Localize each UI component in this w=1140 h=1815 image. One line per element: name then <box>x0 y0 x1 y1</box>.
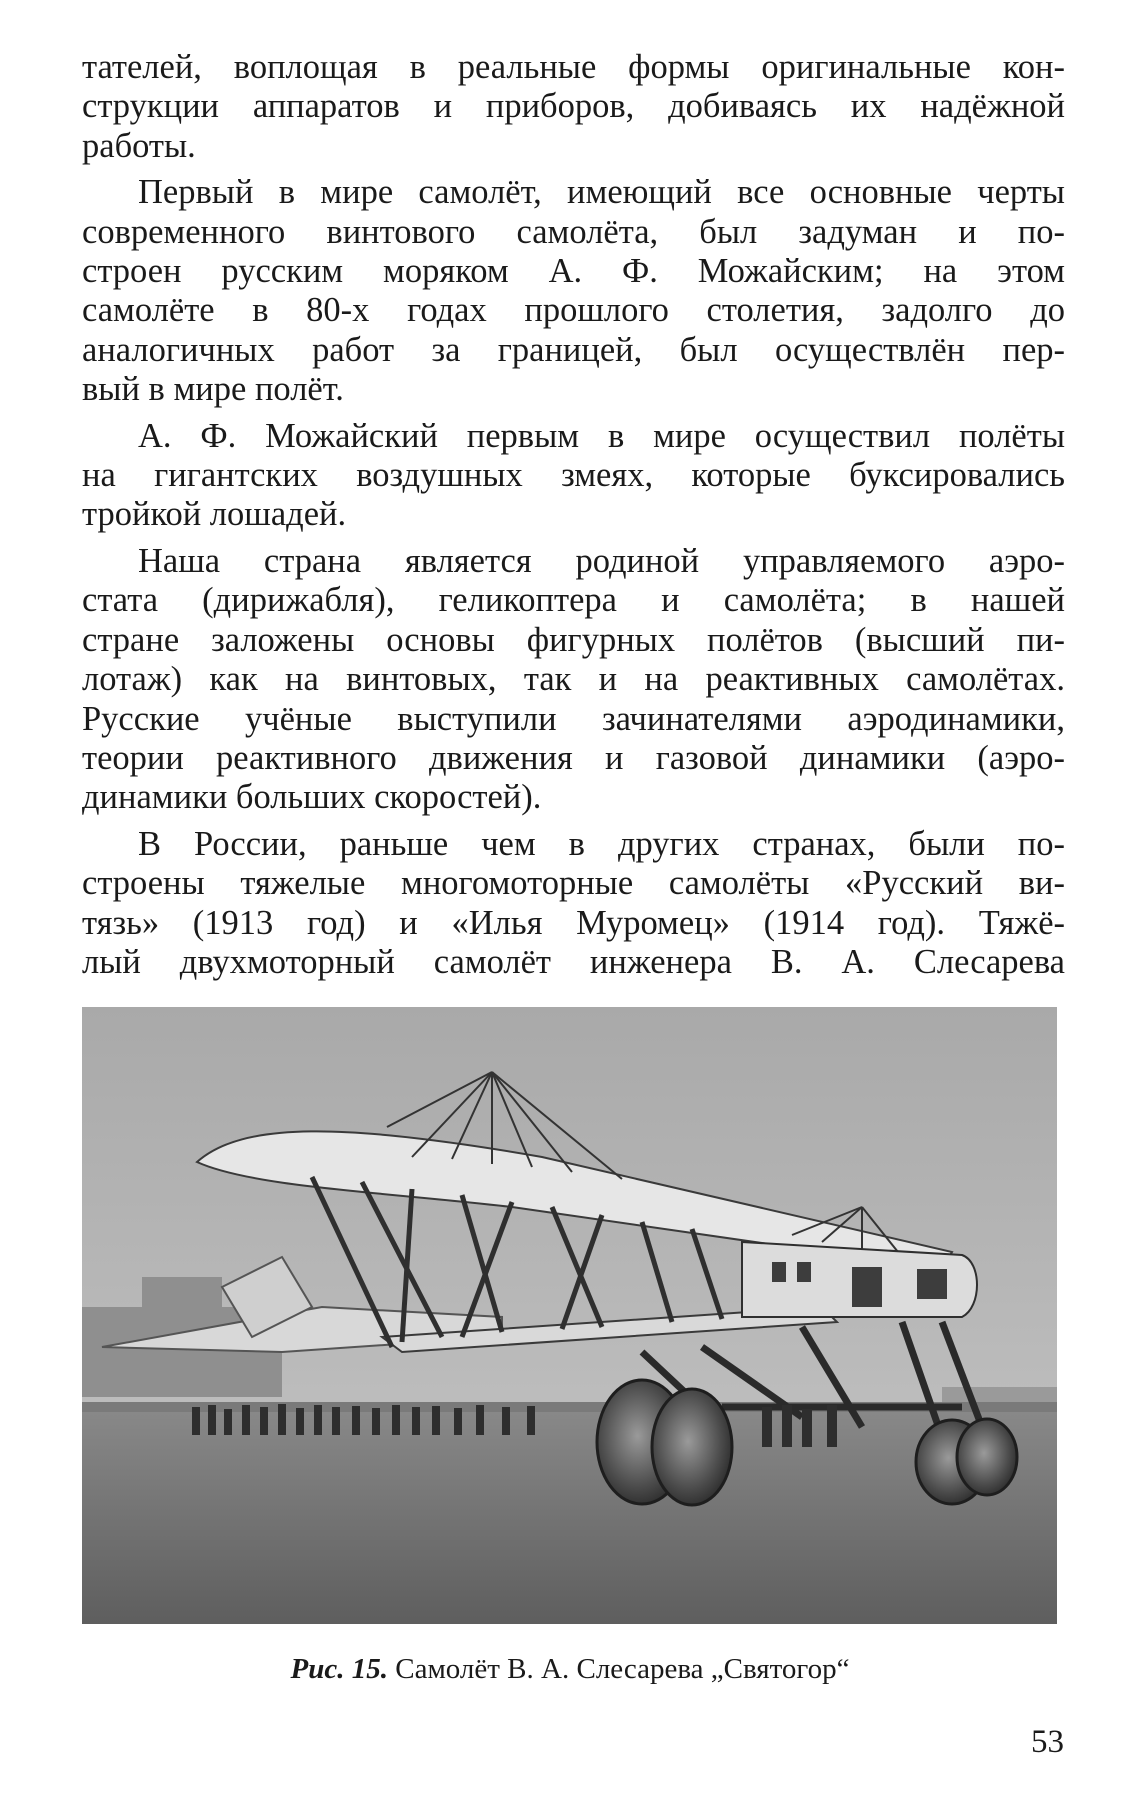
text-line: работы. <box>82 126 196 165</box>
paragraph <box>82 48 1065 166</box>
text-line: лый двухмоторный самолёт инженера В. А. Слесарева <box>82 942 1065 981</box>
figure-label: Рис. 15. <box>290 1653 388 1685</box>
paragraph <box>82 417 1065 535</box>
figure-photograph <box>82 1007 1057 1624</box>
text-line: тязь» (1913 год) и «Илья Муромец» (1914 год). Тяжё- <box>82 903 1065 942</box>
page-number: 53 <box>1031 1724 1064 1760</box>
text-line: динамики больших скоростей). <box>82 778 542 817</box>
text-line: тателей, воплощая в реальные формы оригинальные кон- <box>82 48 1065 86</box>
text-line: теории реактивного движения и газовой динамики (аэро- <box>82 738 1065 777</box>
aircraft-photo-illustration <box>82 1007 1057 1624</box>
text-line: А. Ф. Можайский первым в мире осуществил полёты <box>138 416 1065 455</box>
text-line: тройкой лошадей. <box>82 495 347 534</box>
text-line: самолёте в 80-х годах прошлого столетия, задолго до <box>82 291 1065 330</box>
figure-caption <box>0 1652 1140 1686</box>
text-line: В России, раньше чем в других странах, были по- <box>138 824 1065 863</box>
text-line: строены тяжелые многомоторные самолёты «Русский ви- <box>82 864 1065 903</box>
text-line: Русские учёные выступили зачинателями аэродинамики, <box>82 699 1065 738</box>
body-text <box>82 48 1065 982</box>
text-line: стата (дирижабля), геликоптера и самолёта; в нашей <box>82 581 1065 620</box>
text-line: современного винтового самолёта, был задуман и по- <box>82 212 1065 251</box>
text-line: стране заложены основы фигурных полётов (высший пи- <box>82 620 1065 659</box>
text-line: аналогичных работ за границей, был осуществлён пер- <box>82 330 1065 369</box>
text-line: лотаж) как на винтовых, так и на реактивных самолётах. <box>82 660 1065 699</box>
text-line: вый в мире полёт. <box>82 370 344 409</box>
figure-caption-text: Самолёт В. А. Слесарева „Святогор“ <box>395 1653 850 1685</box>
paragraph <box>82 173 1065 409</box>
text-line: струкции аппаратов и приборов, добиваясь их надёжной <box>82 87 1065 126</box>
paragraph <box>82 542 1065 818</box>
text-line: на гигантских воздушных змеях, которые буксировались <box>82 456 1065 495</box>
text-line: Наша страна является родиной управляемого аэро- <box>138 541 1065 580</box>
text-line: Первый в мире самолёт, имеющий все основные черты <box>138 173 1065 212</box>
text-line: строен русским моряком А. Ф. Можайским; на этом <box>82 252 1065 291</box>
paragraph <box>82 825 1065 983</box>
